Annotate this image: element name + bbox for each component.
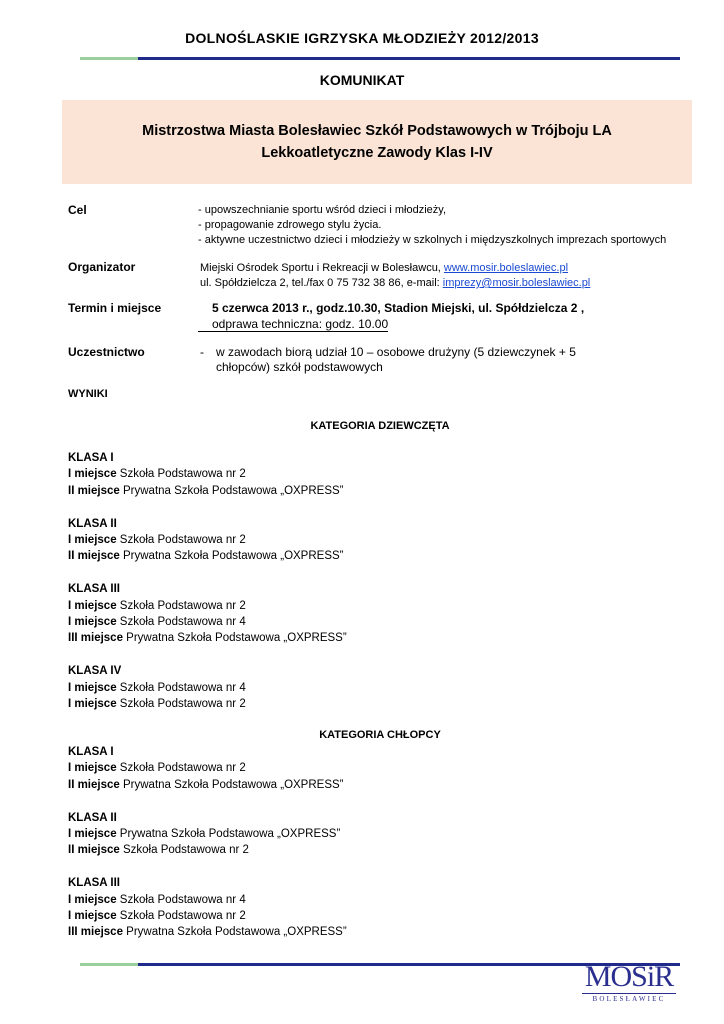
result-line: I miejsce Szkoła Podstawowa nr 2 — [68, 534, 246, 547]
uczestnictwo-line1: w zawodach biorą udział 10 – osobowe drużyny (5 dziewczynek + 5 — [216, 345, 576, 359]
result-line: II miejsce Prywatna Szkoła Podstawowa „OXPRESS” — [68, 484, 344, 497]
class-name: KLASA I — [68, 452, 114, 464]
result-line: III miejsce Prywatna Szkoła Podstawowa „OXPRESS” — [68, 926, 347, 939]
cel-item: - aktywne uczestnictwo dzieci i młodzieży w szkolnych i międzyszkolnych imprezach sportowych — [198, 234, 667, 246]
mosir-logo — [576, 962, 682, 1006]
title-banner — [62, 100, 692, 184]
class-name: KLASA III — [68, 877, 120, 890]
class-name: KLASA III — [68, 583, 120, 596]
result-line: I miejsce Szkoła Podstawowa nr 4 — [68, 893, 246, 906]
cel-label: Cel — [68, 203, 87, 217]
class-name: KLASA II — [68, 811, 117, 824]
email-link[interactable]: imprezy@mosir.boleslawiec.pl — [442, 277, 591, 289]
termin-line2: odprawa techniczna: godz. 10.00 — [198, 317, 388, 332]
wyniki-label: WYNIKI — [68, 388, 108, 400]
result-line: I miejsce Szkoła Podstawowa nr 4 — [68, 681, 246, 694]
uczestnictwo-line2: chłopców) szkół podstawowych — [216, 360, 383, 374]
boys-category-title: KATEGORIA CHŁOPCY — [319, 729, 441, 741]
class-block — [68, 516, 347, 565]
banner-title-line1: Mistrzostwa Miasta Bolesławiec Szkół Podstawowych w Trójboju LA — [142, 123, 612, 139]
uczestnictwo-label: Uczestnictwo — [68, 345, 145, 359]
class-block — [68, 875, 347, 941]
class-block — [68, 450, 347, 499]
result-line: I miejsce Szkoła Podstawowa nr 2 — [68, 599, 246, 612]
result-line: III miejsce Prywatna Szkoła Podstawowa „OXPRESS” — [68, 632, 347, 645]
cel-item: - propagowanie zdrowego stylu życia. — [198, 219, 382, 231]
class-name: KLASA I — [68, 746, 114, 758]
organizator-line1 — [200, 262, 568, 274]
organizator-address: Miejski Ośrodek Sportu i Rekreacji w Bolesławcu, — [200, 262, 444, 274]
komunikat-heading: KOMUNIKAT — [319, 72, 405, 88]
termin-line1: 5 czerwca 2013 r., godz.10.30, Stadion Miejski, ul. Spółdzielcza 2 , — [212, 301, 585, 315]
class-block — [68, 744, 347, 793]
cel-item: - upowszechnianie sportu wśród dzieci i młodzieży, — [198, 204, 447, 216]
logo-text: MOSiR — [584, 960, 674, 993]
boys-results — [68, 744, 347, 941]
result-line: II miejsce Prywatna Szkoła Podstawowa „OXPRESS” — [68, 550, 344, 563]
girls-category-title: KATEGORIA DZIEWCZĘTA — [310, 420, 450, 432]
class-name: KLASA II — [68, 517, 117, 530]
result-line: I miejsce Szkoła Podstawowa nr 4 — [68, 616, 246, 629]
class-block — [68, 810, 347, 859]
termin-label: Termin i miejsce — [68, 301, 162, 315]
class-block — [68, 581, 347, 647]
result-line: I miejsce Szkoła Podstawowa nr 2 — [68, 910, 246, 923]
website-link[interactable]: www.mosir.boleslawiec.pl — [443, 262, 569, 274]
document-header-title: DOLNOŚLASKIE IGRZYSKA MŁODZIEŻY 2012/2013 — [185, 30, 539, 46]
banner-title-line2: Lekkoatletyczne Zawody Klas I-IV — [261, 145, 493, 161]
result-line: II miejsce Szkoła Podstawowa nr 2 — [68, 844, 249, 857]
girls-results — [68, 450, 347, 712]
class-block — [68, 663, 347, 712]
result-line: I miejsce Szkoła Podstawowa nr 2 — [68, 698, 246, 711]
logo-subtext: BOLESŁAWIEC — [582, 993, 676, 1003]
uczestnictwo-dash: - — [200, 345, 204, 359]
organizator-label: Organizator — [68, 260, 136, 274]
organizator-contact: ul. Spółdzielcza 2, tel./fax 0 75 732 38 86, e-mail: — [200, 277, 443, 289]
result-line: I miejsce Szkoła Podstawowa nr 2 — [68, 762, 246, 775]
result-line: I miejsce Prywatna Szkoła Podstawowa „OXPRESS” — [68, 828, 341, 841]
result-line: II miejsce Prywatna Szkoła Podstawowa „OXPRESS” — [68, 778, 344, 791]
class-name: KLASA IV — [68, 665, 122, 678]
header-divider — [80, 57, 680, 60]
result-line: I miejsce Szkoła Podstawowa nr 2 — [68, 468, 246, 481]
organizator-line2 — [200, 277, 590, 289]
